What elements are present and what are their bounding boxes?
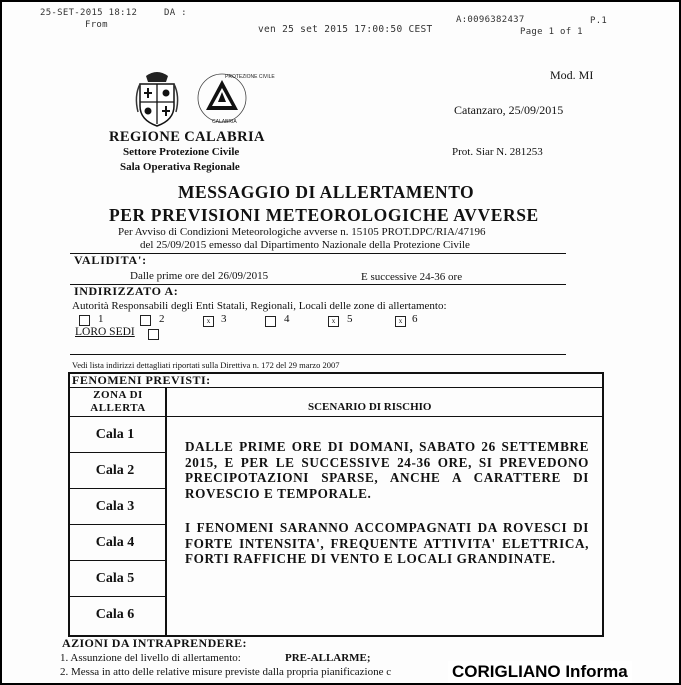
- zone-checkbox-label-6: 6: [412, 313, 418, 325]
- scenario-paragraph-1: DALLE PRIME ORE DI DOMANI, SABATO 26 SETTEMBRE 2015, E PER LE SUCCESSIVE 24-36 ORE, SI PREVEDONO PRECIPOTAZIONI SPARSE, ANCHE A CARATTERE DI ROVESCIO E TEMPORALE.: [185, 439, 589, 501]
- indirizzato-label: INDIRIZZATO A:: [74, 284, 179, 298]
- validita-label: VALIDITA':: [74, 253, 147, 267]
- zone-cell: Cala 2: [95, 463, 135, 478]
- zone-checkbox-label-3: 3: [221, 313, 227, 325]
- zone-checkbox-label-2: 2: [159, 313, 165, 325]
- zone-cell: Cala 4: [95, 535, 135, 550]
- pc-logo-bottom-text: CALABRIA: [212, 119, 237, 125]
- fax-page-count: Page 1 of 1: [520, 27, 583, 37]
- zone-checkbox-1: [79, 315, 90, 326]
- loro-sedi-label: LORO SEDI: [75, 326, 135, 338]
- zone-cell: Cala 1: [95, 427, 135, 442]
- validita-from: Dalle prime ore del 26/09/2015: [130, 270, 269, 282]
- fenomeni-label: FENOMENI PREVISTI:: [72, 373, 211, 387]
- table-right-border: [602, 372, 604, 636]
- fax-page-indicator: P.1: [590, 16, 608, 26]
- table-column-divider: [165, 388, 167, 636]
- zone-checkbox-label-4: 4: [284, 313, 290, 325]
- zone-checkbox-label-1: 1: [98, 313, 104, 325]
- zone-cell: Cala 5: [95, 571, 135, 586]
- zone-checkbox-2: [140, 315, 151, 326]
- zone-column-header: ZONA DI ALLERTA: [90, 389, 146, 414]
- fax-da-label: DA :: [164, 8, 187, 18]
- zone-cell: Cala 3: [95, 499, 135, 514]
- zone-row-divider: [68, 452, 166, 453]
- title-subtitle-2: del 25/09/2015 emesso dal Dipartimento Nazionale della Protezione Civile: [140, 239, 470, 251]
- fax-sent-timestamp: 25-SET-2015 18:12: [40, 8, 138, 18]
- fax-from-label: From: [85, 20, 108, 30]
- fax-received-timestamp: ven 25 set 2015 17:00:50 CEST: [258, 24, 433, 35]
- directive-note: Vedi lista indirizzi dettagliati riportati sulla Direttiva n. 172 del 29 marzo 2007: [72, 360, 340, 370]
- fax-number: A:0096382437: [456, 15, 525, 25]
- zone-checkbox-5: x: [328, 316, 339, 327]
- validita-next: E successive 24-36 ore: [361, 271, 463, 283]
- indirizzato-description: Autorità Responsabili degli Enti Statali, Regionali, Locali delle zone di allertamento:: [72, 300, 447, 312]
- region-name: REGIONE CALABRIA: [109, 129, 265, 145]
- region-room: Sala Operativa Regionale: [120, 161, 240, 173]
- note-top-rule: [70, 354, 566, 355]
- scenario-column-header: SCENARIO DI RISCHIO: [308, 401, 432, 413]
- title-line-1: MESSAGGIO DI ALLERTAMENTO: [178, 182, 475, 202]
- zone-cell: Cala 6: [95, 607, 135, 622]
- azioni-item-2-text: 2. Messa in atto delle relative misure previste dalla propria pianificazione c: [60, 666, 392, 678]
- title-subtitle-1: Per Avviso di Condizioni Meteorologiche avverse n. 15105 PROT.DPC/RIA/47196: [118, 226, 486, 238]
- zone-row-divider: [68, 488, 166, 489]
- model-code: Mod. MI: [550, 68, 594, 82]
- zone-row-divider: [68, 596, 166, 597]
- zone-checkbox-3: x: [203, 316, 214, 327]
- scenario-paragraph-2: I FENOMENI SARANNO ACCOMPAGNATI DA ROVESCI DI FORTE INTENSITA', FREQUENTE ATTIVITA' ELETTRICA, FORTI RAFFICHE DI VENTO E LOCALI GRANDINATE.: [185, 520, 589, 566]
- place-date: Catanzaro, 25/09/2015: [454, 103, 564, 117]
- title-line-2: PER PREVISIONI METEOROLOGICHE AVVERSE: [109, 205, 539, 225]
- region-coat-of-arms-icon: [132, 68, 182, 128]
- loro-sedi-checkbox: [148, 329, 159, 340]
- azioni-item-1-level: PRE-ALLARME;: [285, 652, 371, 664]
- azioni-label: AZIONI DA INTRAPRENDERE:: [62, 636, 247, 650]
- fenomeni-header-rule: [68, 387, 604, 388]
- region-sector: Settore Protezione Civile: [123, 146, 240, 158]
- protocol-number: Prot. Siar N. 281253: [452, 146, 543, 158]
- protezione-civile-emblem-icon: [192, 70, 275, 126]
- zone-checkbox-4: [265, 316, 276, 327]
- azioni-item-1-text: 1. Assunzione del livello di allertamento:: [60, 652, 241, 664]
- zone-checkbox-label-5: 5: [347, 313, 353, 325]
- table-header-bottom-rule: [68, 416, 604, 417]
- zone-row-divider: [68, 524, 166, 525]
- pc-logo-top-text: PROTEZIONE CIVILE: [225, 74, 275, 80]
- zone-row-divider: [68, 560, 166, 561]
- watermark-text: CORIGLIANO Informa: [448, 661, 632, 683]
- zone-checkbox-6: x: [395, 316, 406, 327]
